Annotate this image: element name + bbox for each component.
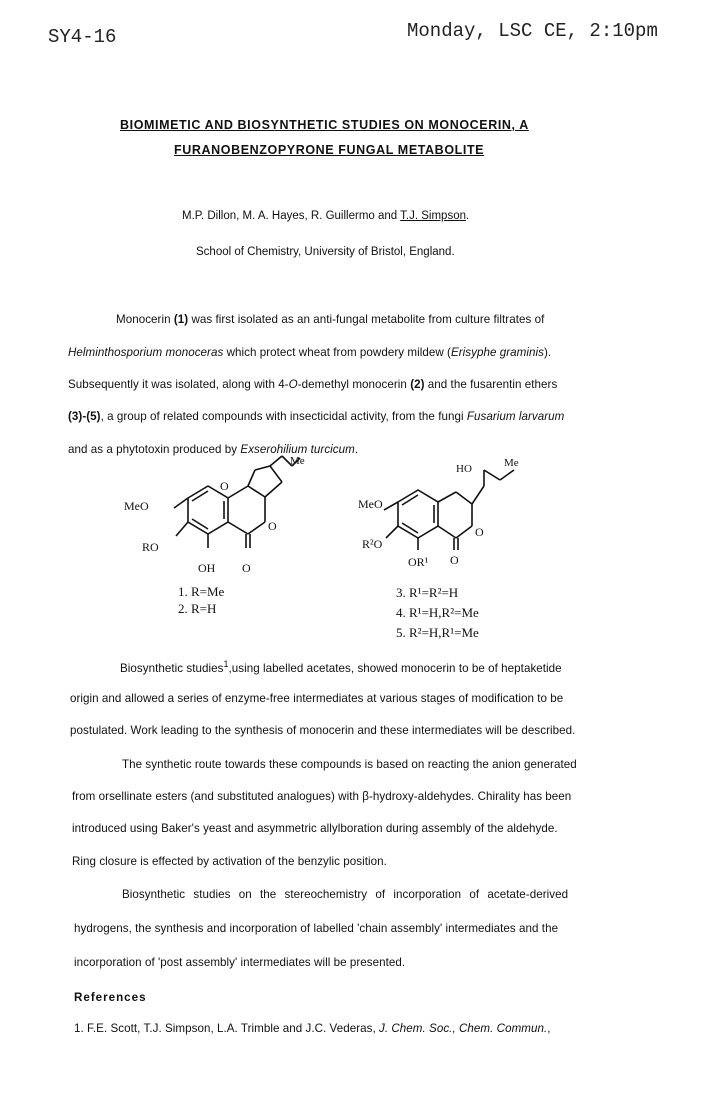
para2-line1 [120,659,562,675]
para3-line1: The synthetic route towards these compounds is based on reacting the anion generated [122,758,577,771]
para3-line2: from orsellinate esters (and substituted analogues) with β-hydroxy-aldehydes. Chirality has been [72,790,572,803]
or1-label: OR¹ [408,555,429,569]
meo-label: MeO [358,497,383,511]
furan-o-label: O [220,479,229,493]
reference-1 [74,1022,551,1035]
compound-2-label: 2. R=H [178,601,217,616]
title-line-2: FURANOBENZOPYRONE FUNGAL METABOLITE [174,143,485,157]
meo-label: MeO [124,499,149,513]
compound-1-label: 1. R=Me [178,584,225,599]
text-span: ,using labelled acetates, showed monocerin to be of heptaketide [228,661,562,675]
compound-list-right [396,583,479,643]
compound-list-left [178,583,224,617]
chemical-structures [120,452,520,590]
reference-superscript: 1 [223,659,229,669]
carbonyl-o-label: O [450,553,459,567]
para4-line3: incorporation of 'post assembly' intermediates will be presented. [74,956,406,969]
authors-main: M.P. Dillon, M. A. Hayes, R. Guillermo and [182,210,401,222]
compound-ref: (2) [410,378,425,391]
para1-line2 [68,346,551,359]
text-span: O [288,378,298,391]
para4-line2: hydrogens, the synthesis and incorporation of labelled 'chain assembly' intermediates and the [74,922,559,935]
ro-label: RO [142,540,159,554]
ho-label: HO [456,463,472,475]
species-name: Fusarium larvarum [466,410,565,423]
oh-label: OH [198,561,216,575]
text-span: , [547,1022,551,1035]
r2o-label: R²O [362,537,383,551]
me-label: Me [504,457,519,469]
title-line-1: BIOMIMETIC AND BIOSYNTHETIC STUDIES ON MONOCERIN, A [120,118,529,132]
para2-line3: postulated. Work leading to the synthesis of monocerin and these intermediates will be described. [70,724,576,737]
para3-line4: Ring closure is effected by activation of the benzylic position. [72,855,387,868]
monocerin-structure [174,456,300,548]
species-name: Exserohilium turcicum [240,443,355,456]
para1-line4 [68,410,564,423]
compound-ref: (3)-(5) [68,410,101,423]
text-span: -demethyl monocerin [297,378,411,391]
authors [182,210,469,222]
lactone-o-label: O [475,525,484,539]
abstract-code: SY4-16 [48,26,117,48]
text-span: ). [543,346,552,359]
journal-name: J. Chem. Soc., Chem. Commun. [379,1022,548,1035]
text-span: Monocerin [116,313,174,326]
compound-3-label: 3. R¹=R²=H [396,585,459,600]
compound-5-label: 5. R²=H,R¹=Me [396,625,479,640]
authors-end: . [466,210,470,222]
para3-line3: introduced using Baker's yeast and asymmetric allylboration during assembly of the aldehyde. [72,822,558,835]
affiliation: School of Chemistry, University of Bristol, England. [196,246,455,258]
text-span: 1. F.E. Scott, T.J. Simpson, L.A. Trimble and J.C. Vederas, [74,1022,379,1035]
text-span: and as a phytotoxin produced by [68,443,241,456]
me-label: Me [290,455,305,467]
lactone-o-label: O [268,519,277,533]
compound-ref: (1) [173,313,189,326]
text-span: Biosynthetic studies [120,661,224,675]
presenting-author: T.J. Simpson [400,210,466,222]
para4-line1: Biosynthetic studies on the stereochemistry of incorporation of acetate-derived [122,888,569,901]
para2-line2: origin and allowed a series of enzyme-free intermediates at various stages of modification to be [70,692,564,705]
text-span: . [354,443,359,456]
fusarentin-structure [384,470,514,550]
text-span: and the fusarentin ethers [424,378,558,391]
text-span: which protect wheat from powdery mildew ( [223,346,451,359]
text-span: Subsequently it was isolated, along with 4- [68,378,289,391]
text-span: , a group of related compounds with insecticidal activity, from the fungi [100,410,467,423]
references-heading: References [74,991,147,1004]
para1-line1 [116,313,544,326]
carbonyl-o-label: O [242,561,251,575]
compound-4-label: 4. R¹=H,R²=Me [396,605,479,620]
species-name: Helminthosporium monoceras [68,346,224,359]
para1-line3 [68,378,557,391]
session-info: Monday, LSC CE, 2:10pm [407,20,658,42]
species-name: Erisyphe graminis [450,346,544,359]
text-span: was first isolated as an anti-fungal metabolite from culture filtrates of [188,313,545,326]
